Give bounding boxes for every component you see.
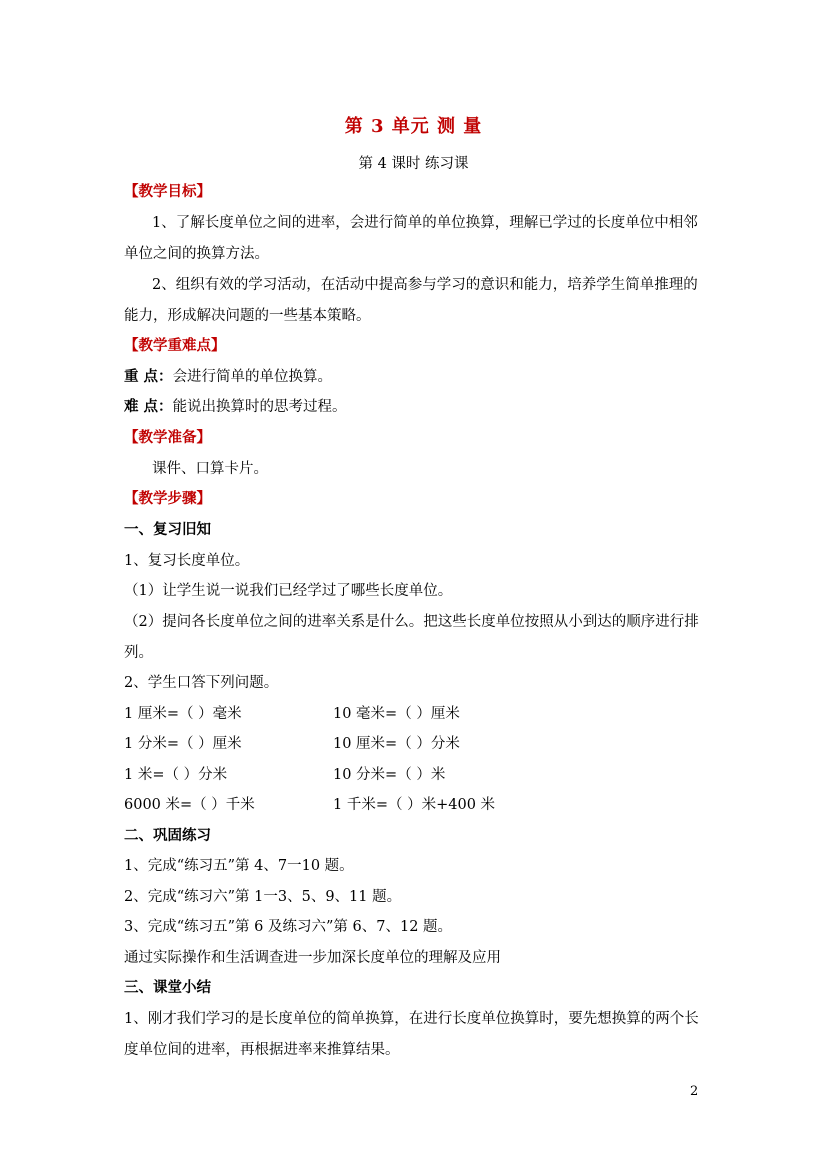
- hard-point-text: 能说出换算时的思考过程。: [172, 399, 347, 415]
- part-1-sub-1: （1）让学生说一说我们已经学过了哪些长度单位。: [124, 583, 453, 599]
- hard-point-label: 难 点：: [124, 398, 173, 415]
- key-point: [124, 367, 332, 387]
- section-heading-steps: 【教学步骤】: [124, 490, 211, 507]
- section-heading-keypoints: 【教学重难点】: [124, 337, 226, 354]
- goal-2-line-1: 2、组织有效的学习活动，在活动中提高参与学习的意识和能力，培养学生简单推理的: [152, 277, 698, 293]
- prep-text: 课件、口算卡片。: [152, 461, 268, 477]
- question-right: 1 千米=（ ）米+400 米: [333, 797, 496, 813]
- part-2-heading: 二、巩固练习: [124, 827, 211, 844]
- question-right: 10 毫米=（ ）厘米: [333, 706, 460, 722]
- question-left: 1 米=（ ）分米: [124, 767, 228, 783]
- part-1-sub-2-line-2: 列。: [124, 645, 153, 661]
- part-1-item-1: 1、复习长度单位。: [124, 553, 250, 569]
- question-left: 1 分米=（ ）厘米: [124, 736, 242, 752]
- page-title: 第 3 单元 测 量: [344, 116, 483, 137]
- part-2-item-2: 2、完成“练习六”第 1一3、5、9、11 题。: [124, 889, 402, 905]
- goal-1-line-2: 单位之间的换算方法。: [124, 246, 269, 262]
- question-right: 10 厘米=（ ）分米: [333, 736, 460, 752]
- section-heading-prep: 【教学准备】: [124, 429, 211, 446]
- part-2-item-1: 1、完成“练习五”第 4、7一10 题。: [124, 858, 354, 874]
- part-1-heading: 一、复习旧知: [124, 521, 211, 538]
- lesson-subtitle: 第 4 课时 练习课: [358, 156, 469, 172]
- question-left: 6000 米=（ ）千米: [124, 797, 255, 813]
- goal-2-line-2: 能力，形成解决问题的一些基本策略。: [124, 308, 371, 324]
- page-number: 2: [690, 1084, 699, 1099]
- part-3-heading: 三、课堂小结: [124, 979, 211, 996]
- part-3-line-2: 度单位间的进率，再根据进率来推算结果。: [124, 1042, 400, 1058]
- question-left: 1 厘米=（ ）毫米: [124, 706, 242, 722]
- key-point-text: 会进行简单的单位换算。: [172, 369, 333, 385]
- part-2-note: 通过实际操作和生活调查进一步加深长度单位的理解及应用: [124, 950, 501, 966]
- part-1-sub-2-line-1: （2）提问各长度单位之间的进率关系是什么。把这些长度单位按照从小到达的顺序进行排: [124, 614, 699, 630]
- hard-point: [124, 397, 347, 417]
- question-right: 10 分米=（ ）米: [333, 767, 446, 783]
- goal-1-line-1: 1、了解长度单位之间的进率，会进行简单的单位换算，理解已学过的长度单位中相邻: [152, 215, 698, 231]
- part-3-line-1: 1、刚才我们学习的是长度单位的简单换算，在进行长度单位换算时，要先想换算的两个长: [124, 1011, 699, 1027]
- key-point-label: 重 点：: [124, 368, 173, 385]
- part-2-item-3: 3、完成“练习五”第 6 及练习六”第 6、7、12 题。: [124, 919, 453, 935]
- section-heading-goals: 【教学目标】: [124, 183, 211, 200]
- part-1-item-2: 2、学生口答下列问题。: [124, 675, 279, 691]
